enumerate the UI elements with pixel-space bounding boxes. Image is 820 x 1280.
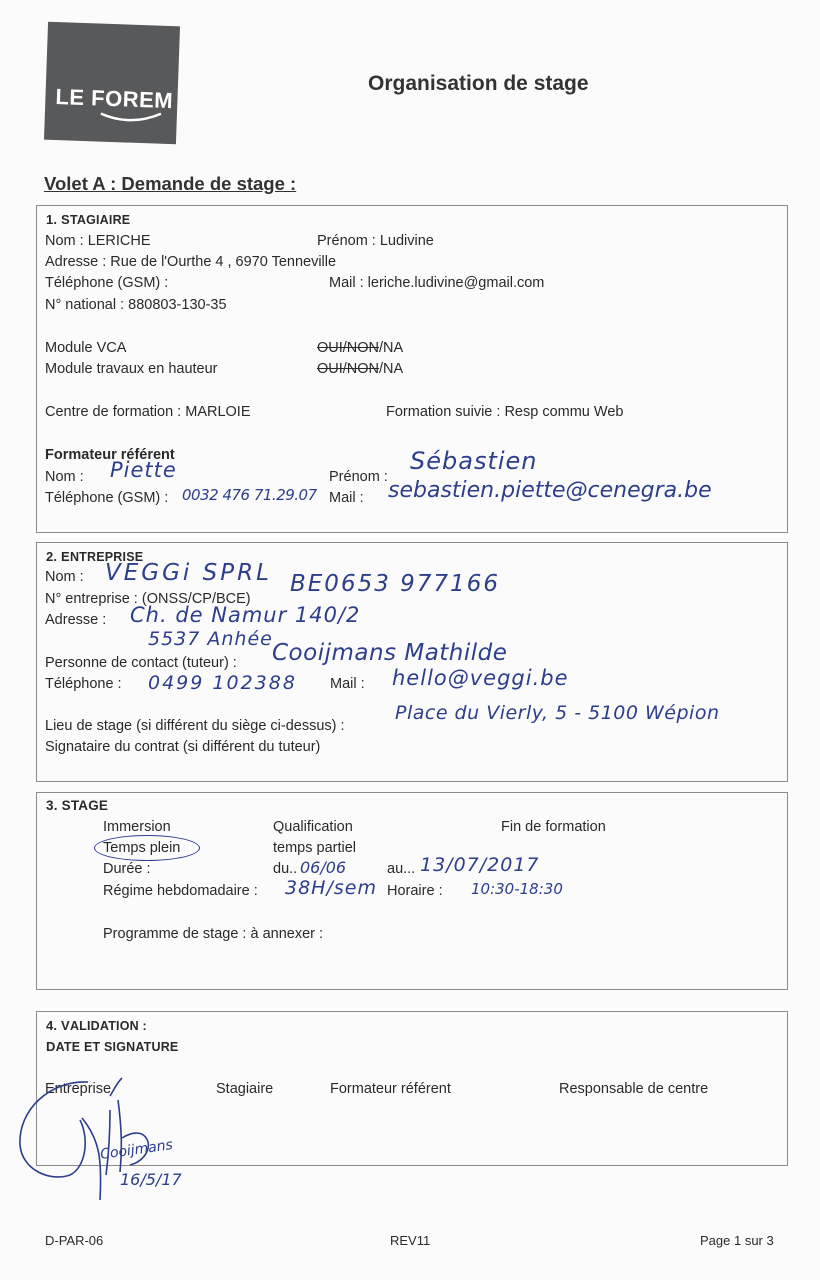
programme-label: Programme de stage : à annexer :	[103, 926, 324, 942]
entreprise-mail-label: Mail :	[330, 676, 365, 692]
volet-heading: Volet A : Demande de stage :	[44, 173, 297, 194]
contact-value: Cooijmans Mathilde	[272, 640, 508, 666]
temps-plein-label: Temps plein	[103, 840, 181, 856]
signature-date: 16/5/17	[120, 1170, 182, 1189]
formateur-prenom-label: Prénom :	[329, 469, 388, 485]
module-hauteur-value: OUI/NON/NA	[317, 361, 404, 377]
module-hauteur-label: Module travaux en hauteur	[45, 361, 218, 377]
formateur-prenom-value: Sébastien	[410, 447, 538, 475]
horaire-label: Horaire :	[387, 883, 443, 899]
stagiaire-mail: Mail : leriche.ludivine@gmail.com	[329, 275, 545, 291]
qualification-label: Qualification	[273, 819, 353, 835]
immersion-label: Immersion	[103, 819, 171, 835]
regime-value: 38H/sem	[285, 877, 377, 899]
du-label: du..	[273, 861, 298, 877]
signataire-label: Signataire du contrat (si différent du tuteur)	[45, 739, 321, 755]
du-value: 06/06	[300, 858, 347, 877]
module-vca-value: OUI/NON/NA	[317, 340, 404, 356]
section1-heading: 1. STAGIAIRE	[46, 212, 131, 227]
section4-subheading: DATE ET SIGNATURE	[46, 1039, 179, 1054]
stagiaire-nom: Nom : LERICHE	[45, 233, 151, 249]
formateur-tel-label: Téléphone (GSM) :	[45, 490, 169, 506]
fin-formation-label: Fin de formation	[501, 819, 606, 835]
footer-code: D-PAR-06	[45, 1233, 104, 1248]
duree-label: Durée :	[103, 861, 151, 877]
formateur-nom-label: Nom :	[45, 469, 84, 485]
stagiaire-national: N° national : 880803-130-35	[45, 297, 227, 313]
signature-formateur-label: Formateur référent	[330, 1081, 451, 1097]
entreprise-nom-value: VEGGi SPRL	[105, 560, 272, 586]
contact-label: Personne de contact (tuteur) :	[45, 655, 237, 671]
section2-heading: 2. ENTREPRISE	[46, 549, 144, 564]
formateur-mail-value: sebastien.piette@cenegra.be	[388, 478, 712, 503]
entreprise-numero-value: BE0653 977166	[290, 571, 500, 597]
formateur-mail-label: Mail :	[329, 490, 364, 506]
centre-formation: Centre de formation : MARLOIE	[45, 404, 251, 420]
entreprise-tel-value: 0499 102388	[148, 672, 297, 694]
signature-responsable-label: Responsable de centre	[559, 1081, 709, 1097]
entreprise-nom-label: Nom :	[45, 569, 84, 585]
stagiaire-telephone: Téléphone (GSM) :	[45, 275, 169, 291]
horaire-value: 10:30-18:30	[471, 880, 563, 898]
page-title: Organisation de stage	[368, 72, 589, 95]
lieu-stage-label: Lieu de stage (si différent du siège ci-dessus) :	[45, 718, 345, 734]
module-vca-label: Module VCA	[45, 340, 127, 356]
lieu-stage-value: Place du Vierly, 5 - 5100 Wépion	[395, 702, 720, 724]
entreprise-adresse-line2: 5537 Anhée	[148, 628, 273, 650]
temps-partiel-label: temps partiel	[273, 840, 357, 856]
formation-suivie: Formation suivie : Resp commu Web	[386, 404, 624, 420]
formateur-nom-value: Piette	[110, 458, 177, 482]
entreprise-tel-label: Téléphone :	[45, 676, 122, 692]
formateur-tel-value: 0032 476 71.29.07	[182, 486, 317, 504]
signature-entreprise-label: Entreprise	[45, 1081, 112, 1097]
forem-logo	[44, 22, 180, 145]
logo-swoosh-icon	[99, 110, 163, 126]
regime-label: Régime hebdomadaire :	[103, 883, 258, 899]
entreprise-mail-value: hello@veggi.be	[392, 666, 569, 690]
entreprise-adresse-line1: Ch. de Namur 140/2	[130, 603, 361, 627]
section3-heading: 3. STAGE	[46, 798, 109, 813]
section4-heading: 4. VALIDATION :	[46, 1018, 147, 1033]
footer-page: Page 1 sur 3	[700, 1233, 774, 1248]
entreprise-adresse-label: Adresse :	[45, 612, 107, 628]
signature-name: Cooijmans	[99, 1136, 174, 1164]
formateur-heading: Formateur référent	[45, 447, 175, 463]
entreprise-numero-label: N° entreprise : (ONSS/CP/BCE)	[45, 591, 251, 607]
footer-rev: REV11	[390, 1233, 431, 1248]
handwritten-signature	[10, 1070, 210, 1210]
logo-text: LE FOREM	[55, 84, 174, 114]
stagiaire-adresse: Adresse : Rue de l'Ourthe 4 , 6970 Tenneville	[45, 254, 337, 270]
stagiaire-prenom: Prénom : Ludivine	[317, 233, 434, 249]
signature-stagiaire-label: Stagiaire	[216, 1081, 274, 1097]
au-label: au...	[387, 861, 416, 877]
au-value: 13/07/2017	[420, 854, 540, 876]
